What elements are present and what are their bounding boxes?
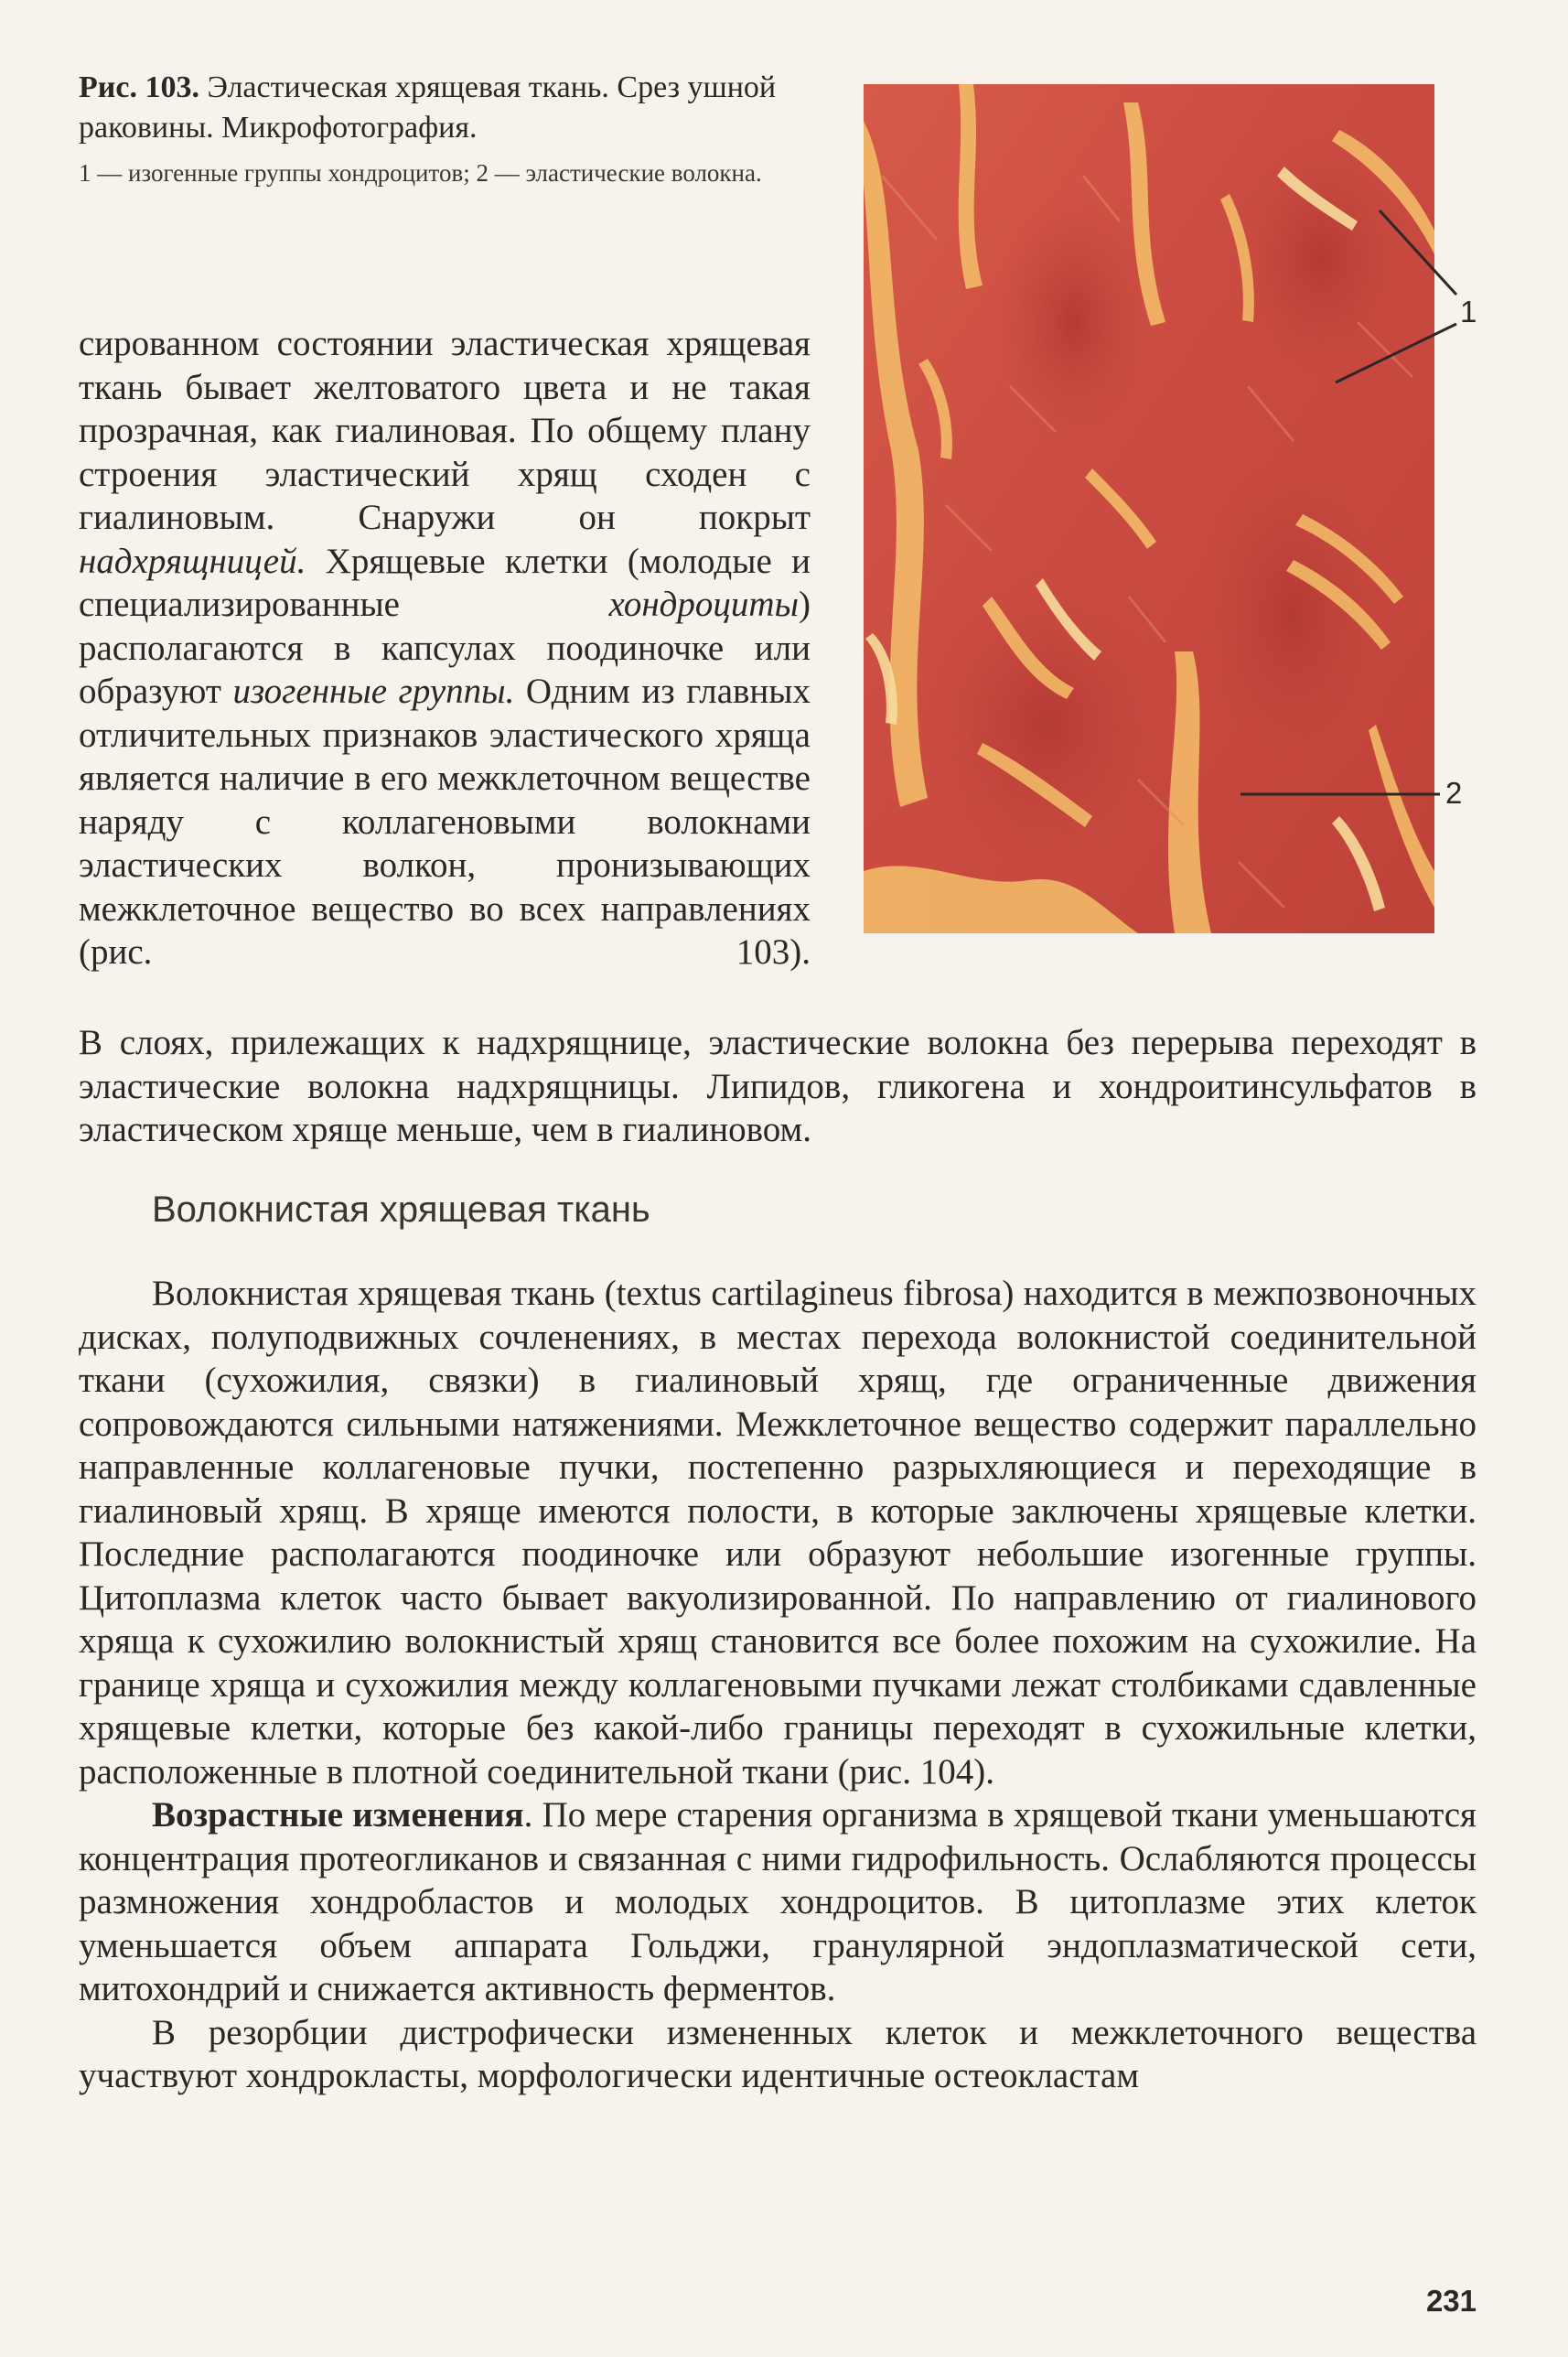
term-isogenic-groups: изогенные группы. [232,672,515,711]
column-paragraph [79,322,811,974]
column-text-part3: ) располагаются в капсулах поодиночке или образуют [79,585,811,711]
figure-label-2: 2 [1445,776,1463,810]
figure-label-1: 1 [1460,295,1477,328]
continuation-paragraph [79,1021,1477,1152]
figure-number: Рис. 103. [79,70,199,104]
column-text-part4: Одним из главных отличительных признаков эластического хряща является наличие в его межклеточном веществе наряду с коллагеновыми волокнами эластических волкон, пронизывающих межклеточное вещество во всех направлениях (рис. 103). [79,672,811,972]
column-text-part1: сированном состоянии эластическая хрящевая ткань бывает желтоватого цвета и не такая прозрачная, как гиалиновая. По общему плану строения эластический хрящ сходен с гиалиновым. Снаружи он покрыт [79,324,811,537]
term-chondrocytes: хондроциты [608,585,799,624]
section-paragraph-1: Волокнистая хрящевая ткань (textus cartilagineus fibrosa) находится в межпозвоночных дисках, полуподвижных сочленениях, в местах перехода волокнистой соединительной ткани (сухожилия, связки) в гиалиновый хрящ, где ограниченные движения сопровождаются сильными натяжениями. Межклеточное вещество содержит параллельно направленные коллагеновые пучки, постепенно разрыхляющиеся и переходящие в гиалиновый хрящ. В хряще имеются полости, в которые заключены хрящевые клетки. Последние располагаются поодиночке или образуют небольшие изогенные группы. Цитоплазма клеток часто бывает вакуолизированной. По направлению от гиалинового хряща к сухожилию волокнистый хрящ становится все более похожим на сухожилие. На границе хряща и сухожилия между коллагеновыми пучками лежат столбиками сдавленные хрящевые клетки, которые без какой-либо границы переходят в сухожильные клетки, расположенные в плотной соединительной ткани (рис. 104). [79,1274,1477,1792]
figure-caption [79,68,811,148]
age-changes-heading: Возрастные изменения [152,1795,524,1835]
section-body [79,1272,1477,2098]
section-paragraph-2-text: . По мере старения организма в хрящевой ткани уменьшаются концентрация протеогликанов и связанная с ними гидрофильность. Ослабляются процессы размножения хондробластов и молодых хондроцитов. В цитоплазме этих клеток уменьшается объем аппарата Гольджи, гранулярной эндоплазматической сети, митохондрий и снижается активность ферментов. [79,1795,1477,2008]
column-text-part2: Хрящевые клетки (молодые и специализированные [79,541,811,624]
micrograph-image [864,84,1434,933]
figure-title: Эластическая хрящевая ткань. Срез ушной раковины. Микрофотография. [79,70,777,145]
page-number: 231 [1425,2284,1477,2318]
section-paragraph-2 [79,1793,1477,2011]
section-heading: Волокнистая хрящевая ткань [152,1189,650,1230]
continuation-text: В слоях, прилежащих к надхрящнице, эластические волокна без перерыва переходят в эластические волокна надхрящницы. Липидов, гликогена и хондроитинсульфатов в эластическом хряще меньше, чем в гиалиновом. [79,1023,1477,1149]
term-perichondrium: надхрящницей. [79,541,306,581]
micrograph-svg [864,84,1434,933]
figure-legend: 1 — изогенные группы хондроцитов; 2 — эластические волокна. [79,159,762,187]
section-paragraph-3: В резорбции дистрофически измененных клеток и межклеточного вещества участвуют хондрокласты, морфологически идентичные остеокластам [79,2012,1477,2095]
